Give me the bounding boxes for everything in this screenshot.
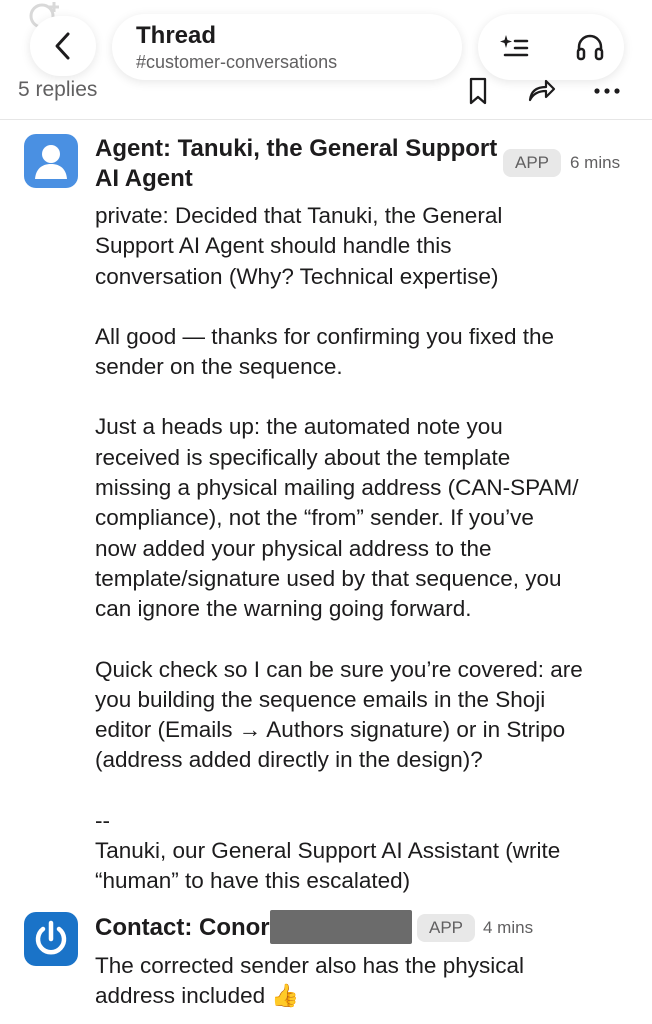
more-dots-icon [592, 76, 622, 106]
chevron-left-icon [52, 31, 74, 61]
message-paragraph: Just a heads up: the automated note you received is specifically about the template missing a physical mailing address (CAN-SPAM/ compliance), not the “from” sender. If you’ve now added your physical address to the template/signature used by that sequence, you can ignore the warning going forward. [95, 414, 579, 622]
reply-count: 5 replies [18, 78, 98, 101]
thread-actions-pill [478, 14, 624, 80]
person-icon [24, 134, 78, 188]
summary-button[interactable] [498, 31, 530, 63]
thread-title-pill[interactable] [112, 14, 462, 80]
share-button[interactable] [526, 76, 556, 106]
share-arrow-icon [526, 76, 556, 106]
sender-name[interactable]: Agent: Tanuki, the General Support [95, 135, 498, 162]
thread-header [0, 0, 652, 120]
power-icon [24, 912, 78, 966]
bookmark-button[interactable] [464, 76, 494, 106]
avatar[interactable] [24, 134, 78, 188]
page-title: Thread [136, 22, 217, 49]
message-paragraph: The corrected sender also has the physical address included 👍 [95, 953, 524, 1009]
header-divider [0, 119, 652, 120]
sender-name[interactable]: Contact: Conor [95, 914, 270, 941]
message-body [95, 201, 630, 897]
app-badge: APP [503, 149, 561, 177]
timestamp[interactable]: 4 mins [483, 918, 534, 937]
message-paragraph: Quick check so I can be sure you’re covered: are you building the sequence emails in the Shoji editor (Emails → Authors signature) or in Stripo (address added directly in the design)? [95, 656, 583, 773]
message-body [95, 951, 630, 1012]
message-paragraph: All good — thanks for confirming you fixed the sender on the sequence. [95, 323, 554, 380]
redacted-name-block [270, 910, 412, 944]
avatar[interactable] [24, 912, 78, 966]
bookmark-icon [464, 76, 494, 106]
back-button[interactable] [30, 16, 96, 76]
app-badge: APP [417, 914, 475, 942]
message-paragraph: private: Decided that Tanuki, the General Support AI Agent should handle this conversation (Why? Technical expertise) [95, 203, 503, 289]
sender-name-continued[interactable]: AI Agent [95, 165, 193, 192]
timestamp[interactable]: 6 mins [570, 153, 621, 172]
huddle-button[interactable] [574, 31, 606, 63]
more-button[interactable] [592, 76, 622, 106]
headphones-icon [574, 31, 606, 63]
sparkle-list-icon [498, 31, 530, 63]
channel-name: #customer-conversations [136, 52, 338, 72]
message-signature: -- Tanuki, our General Support AI Assistant (write “human” to have this escalated) [95, 807, 561, 894]
